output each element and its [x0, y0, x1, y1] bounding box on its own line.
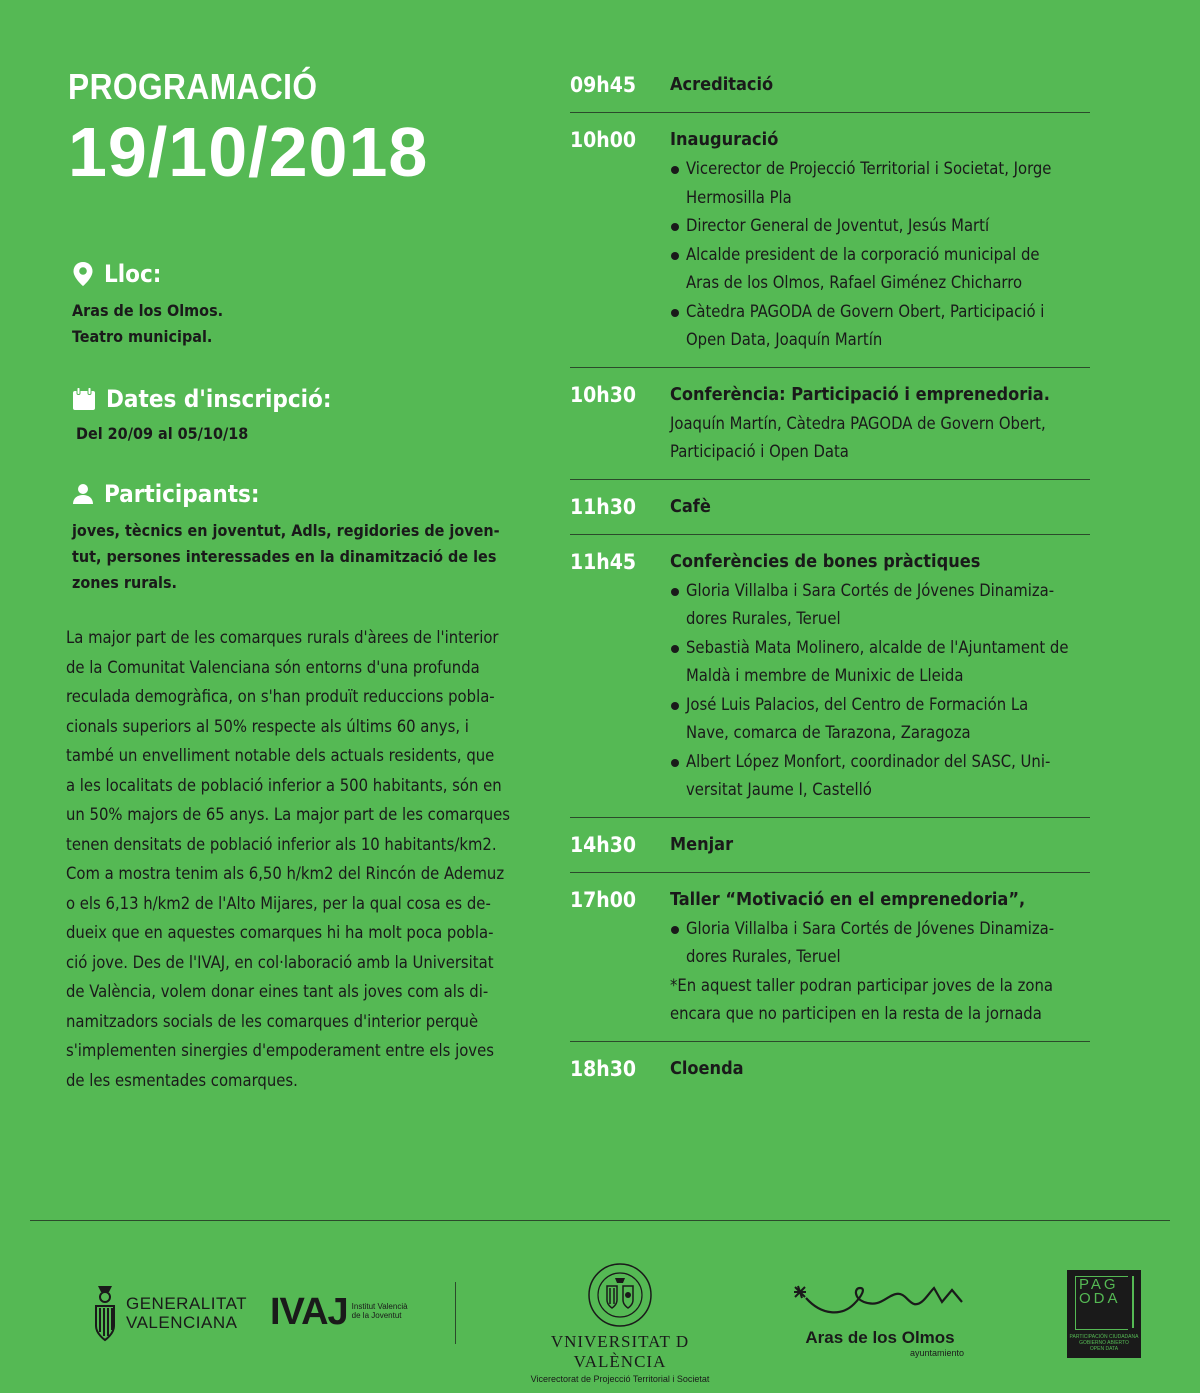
slot-title: Inauguració	[670, 129, 779, 150]
list-item: Gloria Villalba i Sara Cortés de Jóvenes Dinamiza- dores Rurales, Teruel	[670, 915, 1090, 972]
slot-text: Participació i Open Data	[670, 442, 849, 461]
location-section	[72, 260, 223, 350]
slot-title: Conferències de bones pràctiques	[670, 550, 981, 572]
registration-dates-heading	[72, 385, 332, 413]
slot-time: 18h30	[570, 1056, 637, 1081]
participants-text	[72, 518, 500, 596]
participants-heading	[72, 480, 500, 508]
intro-line: tenen densitats de població inferior als 10 habitants/km2.	[66, 834, 497, 854]
participants-section	[72, 480, 500, 596]
location-pin-icon	[72, 261, 94, 287]
slot-title: Cafè	[670, 495, 711, 517]
intro-line: dueix que en aquestes comarques hi ha molt poca pobla-	[66, 923, 494, 942]
ivaj-logo	[270, 1292, 408, 1332]
slot-bullets	[670, 577, 1090, 805]
slot-time: 10h30	[570, 382, 637, 407]
schedule-slot	[570, 70, 1090, 113]
ivaj-sub: de la Joventut	[351, 1311, 402, 1320]
list-item: Vicerector de Projecció Territorial i Societat, Jorge Hermosilla Pla	[670, 155, 1090, 212]
universitat-sub: Vicerectorat de Projecció Territorial i Societat	[530, 1374, 710, 1384]
list-item: José Luis Palacios, del Centro de Formación La Nave, comarca de Tarazona, Zaragoza	[670, 691, 1090, 748]
ivaj-name: IVAJ	[270, 1291, 348, 1333]
footer-divider	[30, 1220, 1170, 1221]
participants-heading-text: Participants:	[104, 480, 260, 508]
location-line: Teatro municipal.	[72, 327, 213, 346]
list-item: Director General de Joventut, Jesús Martí	[670, 212, 1090, 241]
intro-line: reculada demogràfica, on s'han produït reduccions pobla-	[66, 687, 495, 706]
pagoda-mark: PAGODA	[1079, 1276, 1121, 1307]
intro-line: s'implementen sinergies d'empoderament entre els joves	[66, 1041, 494, 1060]
schedule-slot	[570, 113, 1090, 368]
aras-mountain-icon	[792, 1282, 968, 1322]
location-heading-text: Lloc:	[104, 260, 162, 288]
slot-text: Joaquín Martín, Càtedra PAGODA de Govern Obert,	[670, 413, 1046, 433]
slot-time: 17h00	[570, 887, 637, 912]
intro-line: cionals superiors al 50% respecte als últims 60 anys, i	[66, 716, 469, 736]
schedule	[570, 70, 1090, 1084]
slot-time: 09h45	[570, 73, 637, 97]
aras-sub: ayuntamiento	[909, 1348, 964, 1358]
generalitat-line: VALENCIANA	[126, 1313, 238, 1332]
slot-title: Conferència: Participació i emprenedoria.	[670, 383, 1050, 405]
schedule-slot	[570, 873, 1090, 1042]
slot-title: Taller “Motivació en el emprenedoria”,	[670, 888, 1026, 910]
slot-time: 11h45	[570, 549, 637, 574]
calendar-icon	[72, 387, 96, 411]
registration-dates-heading-text: Dates d'inscripció:	[106, 385, 332, 413]
intro-line: de les esmentades comarques.	[66, 1070, 298, 1090]
intro-line: o els 6,13 h/km2 de l'Alto Mijares, per la qual cosa es de-	[66, 893, 491, 913]
list-item: Gloria Villalba i Sara Cortés de Jóvenes Dinamiza- dores Rurales, Teruel	[670, 577, 1090, 634]
participants-line: joves, tècnics en joventut, Adls, regidories de joven-	[72, 521, 500, 540]
list-item: Sebastià Mata Molinero, alcalde de l'Ajuntament de Maldà i membre de Munixic de Lleida	[670, 634, 1090, 691]
pagoda-sub: GOBIERNO ABIERTO	[1079, 1340, 1129, 1346]
participants-line: tut, persones interessades en la dinamització de les	[72, 547, 497, 566]
schedule-slot	[570, 818, 1090, 873]
schedule-slot	[570, 1042, 1090, 1084]
intro-line: de València, volem donar eines tant als joves com als di-	[66, 982, 489, 1001]
intro-line: Com a mostra tenim als 6,50 h/km2 del Rincón de Ademuz	[66, 864, 505, 883]
logo-divider	[455, 1282, 456, 1344]
aras-name: Aras de los Olmos	[805, 1328, 955, 1347]
generalitat-crest-icon	[92, 1282, 118, 1344]
location-heading	[72, 260, 223, 288]
aras-logo	[792, 1282, 968, 1358]
registration-dates-text: Del 20/09 al 05/10/18	[76, 424, 249, 443]
slot-title: Menjar	[670, 833, 734, 855]
schedule-slot	[570, 480, 1090, 535]
intro-line: un 50% majors de 65 anys. La major part de les comarques	[66, 805, 510, 824]
slot-title: Acreditació	[670, 74, 774, 95]
slot-bullets	[670, 155, 1090, 355]
intro-line: també un envelliment notable dels actuals residents, que	[66, 746, 495, 765]
schedule-slot	[570, 368, 1090, 480]
pagoda-logo	[1067, 1270, 1141, 1358]
location-line: Aras de los Olmos.	[72, 301, 224, 320]
event-date: 19/10/2018	[68, 113, 429, 191]
generalitat-line: GENERALITAT	[126, 1294, 248, 1313]
slot-time: 11h30	[570, 494, 637, 519]
list-item: Càtedra PAGODA de Govern Obert, Participació i Open Data, Joaquín Martín	[670, 298, 1090, 355]
slot-time: 10h00	[570, 128, 637, 152]
ivaj-sub: Institut Valencià	[351, 1302, 408, 1311]
universitat-name: VNIVERSITAT D VALÈNCIA	[550, 1332, 690, 1371]
slot-title: Cloenda	[670, 1057, 744, 1079]
pagoda-sub: OPEN DATA	[1089, 1346, 1119, 1352]
participants-line: zones rurals.	[72, 573, 177, 592]
universitat-logo	[515, 1262, 725, 1384]
generalitat-logo	[92, 1282, 247, 1344]
slot-note: *En aquest taller podran participar joves de la zona	[670, 975, 1053, 995]
intro-line: ció jove. Des de l'IVAJ, en col·laboració amb la Universitat	[66, 952, 494, 972]
schedule-slot	[570, 535, 1090, 818]
list-item: Alcalde president de la corporació municipal de Aras de los Olmos, Rafael Giménez Chicharro	[670, 241, 1090, 298]
pagoda-sub: PARTICIPACIÓN CIUDADANA	[1069, 1334, 1139, 1340]
intro-line: a les localitats de població inferior a 500 habitants, són en	[66, 775, 502, 795]
intro-line: La major part de les comarques rurals d'àrees de l'interior	[66, 628, 499, 647]
university-seal-icon	[587, 1262, 653, 1328]
intro-line: de la Comunitat Valenciana són entorns d'una profunda	[66, 657, 480, 677]
page-label: PROGRAMACIÓ	[68, 66, 318, 107]
registration-dates-section	[72, 385, 332, 447]
person-icon	[72, 483, 94, 505]
slot-note: encara que no participen en la resta de la jornada	[670, 1004, 1042, 1023]
intro-line: namitzadors socials de les comarques d'interior perquè	[66, 1011, 479, 1031]
slot-time: 14h30	[570, 832, 637, 857]
slot-bullets	[670, 915, 1090, 972]
list-item: Albert López Monfort, coordinador del SASC, Uni- versitat Jaume I, Castelló	[670, 748, 1090, 805]
location-address	[72, 298, 223, 350]
intro-paragraph	[66, 623, 522, 1095]
